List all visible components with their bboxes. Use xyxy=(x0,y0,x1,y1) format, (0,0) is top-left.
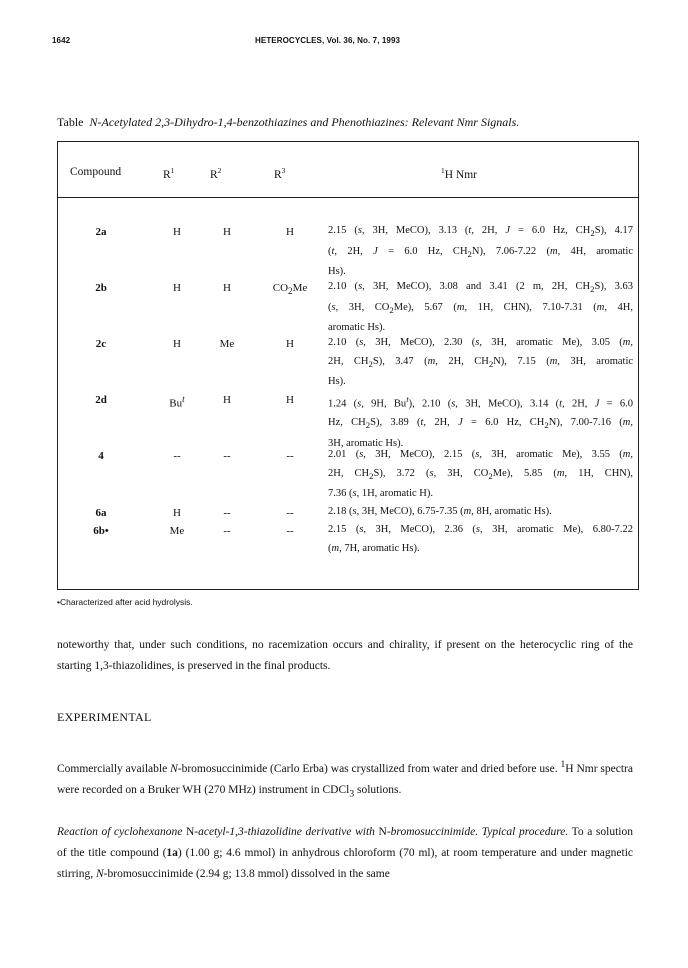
cell-r3: $CO_2Me$ xyxy=(272,282,308,297)
column-header-r3: $R^3$ xyxy=(274,166,286,181)
body-paragraph-continuation: noteworthy that, under such conditions, no racemization occurs and chirality, if present on the heterocyclic ring of the starting 1,3-thiazolidines, is preserved in the final products. xyxy=(57,639,633,672)
cell-r1: -- xyxy=(173,450,181,462)
cell-nmr xyxy=(328,334,633,392)
nmr-line: 2.15 (s, 3H, MeCO), 3.13 (t, 2H, J = 6.0 Hz, $CH_2S$), 4.17 xyxy=(328,225,633,239)
nmr-line: 7.36 (s, 1H, aromatic H). xyxy=(328,488,433,500)
cell-r1: Me xyxy=(169,525,185,537)
table-header-rule xyxy=(58,197,638,198)
nmr-line: Hz, $CH_2S$), 3.89 (t, 2H, J = 6.0 Hz, $CH_2N$), 7.00-7.16 (m, xyxy=(328,417,633,431)
nmr-line: 2.10 (s, 3H, MeCO), 3.08 and 3.41 (2 m, 2H, $CH_2S$), 3.63 xyxy=(328,281,634,295)
cell-r2: -- xyxy=(223,525,231,537)
cell-r1: H xyxy=(173,282,181,294)
cell-nmr xyxy=(328,390,633,453)
column-header-r1: $R^1$ xyxy=(163,166,175,181)
cell-r2: Me xyxy=(219,338,235,350)
cell-r3: H xyxy=(286,226,294,238)
nmr-line: 2H, $CH_2S$), 3.47 (m, 2H, $CH_2N$), 7.15 (m, 3H, aromatic xyxy=(328,355,634,369)
cell-nmr xyxy=(328,278,633,338)
nmr-line: (m, 7H, aromatic Hs). xyxy=(328,542,420,554)
table-caption-title: N-Acetylated 2,3-Dihydro-1,4-benzothiazines and Phenothiazines: Relevant Nmr Signals. xyxy=(89,115,520,129)
cell-r2: -- xyxy=(223,450,231,462)
cell-compound: 2a xyxy=(95,226,107,238)
cell-compound: 2d xyxy=(95,394,107,406)
cell-r1: H xyxy=(173,338,181,350)
cell-r3: H xyxy=(286,394,294,406)
cell-r3: H xyxy=(286,338,294,350)
section-heading-experimental: EXPERIMENTAL xyxy=(57,710,152,724)
column-header-1h-nmr: $^1$H Nmr xyxy=(441,166,478,181)
nmr-line: (t, 2H, J = 6.0 Hz, $CH_2N$), 7.06-7.22 (m, 4H, aromatic xyxy=(328,245,633,259)
nmr-line: 2H, $CH_2S$), 3.72 (s, 3H, $CO_2Me$), 5.85 (m, 1H, CHN), xyxy=(328,467,634,481)
page-number: 1642 xyxy=(52,36,71,45)
running-head: HETEROCYCLES, Vol. 36, No. 7, 1993 xyxy=(255,36,401,45)
nmr-line: 1.24 (s, 9H, Bu$^t$), 2.10 (s, 3H, MeCO), 3.14 (t, 2H, J = 6.0 xyxy=(328,394,633,410)
cell-compound: 4 xyxy=(98,450,104,462)
cell-nmr xyxy=(328,446,633,504)
cell-r3: -- xyxy=(286,525,294,537)
cell-r2: H xyxy=(223,226,231,238)
cell-compound: 6b• xyxy=(93,525,109,537)
nmr-line: 2.18 (s, 3H, MeCO), 6.75-7.35 (m, 8H, aromatic Hs). xyxy=(328,506,552,517)
nmr-line: 2.01 (s, 3H, MeCO), 2.15 (s, 3H, aromatic Me), 3.55 (m, xyxy=(328,449,633,460)
procedure-text: To a solution of the title compound (1a) (1.00 g; 4.6 mmol) in anhydrous chloroform (70 ml), at room temperature and under magnetic stirring, N-bromosuccinimide (2.94 g; 13.8 mmol) dissolved in the same xyxy=(57,826,633,880)
cell-r2: H xyxy=(223,394,231,406)
table-caption xyxy=(57,115,519,130)
body-paragraph-procedure xyxy=(57,822,633,885)
table-caption-label: Table xyxy=(57,115,84,129)
cell-nmr xyxy=(328,222,633,282)
procedure-title: Reaction of cyclohexanone N-acetyl-1,3-thiazolidine derivative with N-bromosuccinimide. Typical procedure. xyxy=(57,826,569,838)
cell-r2: -- xyxy=(223,507,231,519)
nmr-line: Hs). xyxy=(328,376,346,388)
cell-r3: -- xyxy=(286,507,294,519)
nmr-line: Hs). xyxy=(328,266,346,278)
cell-compound: 2c xyxy=(95,338,107,350)
cell-r1: H xyxy=(173,226,181,238)
cell-nmr xyxy=(328,521,633,558)
nmr-line: 2.15 (s, 3H, MeCO), 2.36 (s, 3H, aromatic Me), 6.80-7.22 xyxy=(328,524,633,535)
cell-r2: H xyxy=(223,282,231,294)
column-header-compound: Compound xyxy=(70,166,122,178)
nmr-table xyxy=(57,141,639,590)
nmr-line: 3H, aromatic Hs). xyxy=(328,437,404,449)
cell-nmr xyxy=(328,503,633,522)
body-paragraph-materials: Commercially available N-bromosuccinimide (Carlo Erba) was crystallized from water and dried before use. $^1$H Nmr spectra were recorded on a Bruker WH (270 MHz) instrument in CDCl$_3$ solutions. xyxy=(57,759,633,800)
column-header-r2: $R^2$ xyxy=(210,166,222,181)
cell-compound: 6a xyxy=(95,507,107,519)
table-footnote: •Characterized after acid hydrolysis. xyxy=(57,597,193,607)
nmr-line: 2.10 (s, 3H, MeCO), 2.30 (s, 3H, aromatic Me), 3.05 (m, xyxy=(328,337,633,348)
cell-r3: -- xyxy=(286,450,294,462)
nmr-line: aromatic Hs). xyxy=(328,322,386,334)
nmr-line: (s, 3H, $CO_2Me$), 5.67 (m, 1H, CHN), 7.10-7.31 (m, 4H, xyxy=(328,301,633,315)
cell-r1: H xyxy=(173,507,181,519)
cell-compound: 2b xyxy=(95,282,107,294)
cell-r1: Bu$^t$ xyxy=(169,394,185,410)
